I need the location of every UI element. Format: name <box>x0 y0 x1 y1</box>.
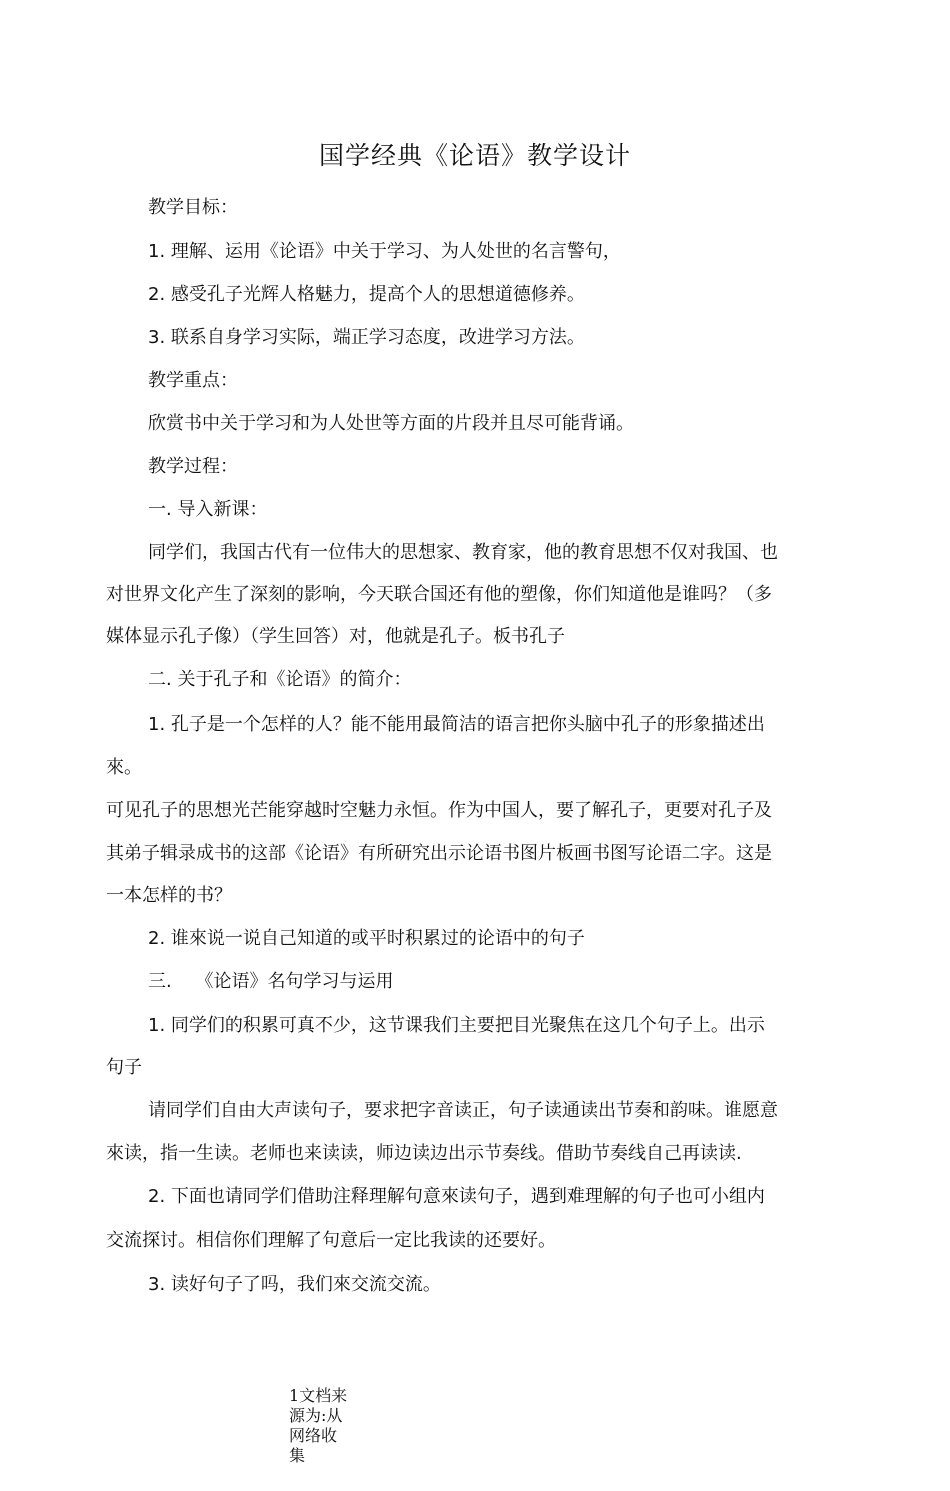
key-points-text: 欣赏书中关于学习和为人处世等方面的片段并且尽可能背诵。 <box>148 413 634 434</box>
objective-3: 3. 联系自身学习实际，端正学习态度，改进学习方法。 <box>148 327 585 348</box>
paragraph-line: 可见孔子的思想光芒能穿越时空魅力永恒。作为中国人，要了解孔子，更要对孔子及 <box>106 800 772 821</box>
section-1-heading: 一. 导入新课： <box>148 499 268 520</box>
paragraph-line: 2. 下面也请同学们借助注释理解句意來读句子，遇到难理解的句子也可小组内 <box>148 1186 765 1207</box>
paragraph-line: 來。 <box>106 757 142 778</box>
paragraph-line: 对世界文化产生了深刻的影响，今天联合国还有他的塑像，你们知道他是谁吗？（多 <box>106 584 772 605</box>
footer-source-note: 1文档来源为:从网络收集 <box>289 1386 348 1465</box>
heading-objectives: 教学目标： <box>148 197 238 218</box>
heading-process: 教学过程： <box>148 456 238 477</box>
paragraph-line: 句子 <box>106 1057 142 1078</box>
paragraph-line: 1. 孔子是一个怎样的人？能不能用最简洁的语言把你头脑中孔子的形象描述出 <box>148 714 765 735</box>
objective-2: 2. 感受孔子光辉人格魅力，提高个人的思想道德修养。 <box>148 284 585 305</box>
paragraph-line: 3. 读好句子了吗，我们來交流交流。 <box>148 1274 441 1295</box>
paragraph-line: 其弟子辑录成书的这部《论语》有所研究出示论语书图片板画书图写论语二字。这是 <box>106 843 772 864</box>
paragraph-line: 同学们，我国古代有一位伟大的思想家、教育家，他的教育思想不仅对我国、也 <box>148 542 778 563</box>
paragraph-line: 媒体显示孔子像）（学生回答）对，他就是孔子。板书孔子 <box>106 626 565 647</box>
paragraph-line: 请同学们自由大声读句子，要求把字音读正，句子读通读出节奏和韵味。谁愿意 <box>148 1100 778 1121</box>
paragraph-line: 2. 谁來说一说自己知道的或平时积累过的论语中的句子 <box>148 928 585 949</box>
objective-1: 1. 理解、运用《论语》中关于学习、为人处世的名言警句， <box>148 241 621 262</box>
paragraph-line: 交流探讨。相信你们理解了句意后一定比我读的还要好。 <box>106 1230 556 1251</box>
document-title: 国学经典《论语》教学设计 <box>318 141 631 170</box>
section-2-heading: 二. 关于孔子和《论语》的简介： <box>148 669 412 690</box>
paragraph-line: 來读，指一生读。老师也来读读，师边读边出示节奏线。借助节奏线自己再读读. <box>106 1143 742 1164</box>
paragraph-line: 1. 同学们的积累可真不少，这节课我们主要把目光聚焦在这几个句子上。出示 <box>148 1015 765 1036</box>
paragraph-line: 一本怎样的书？ <box>106 885 232 906</box>
heading-key-points: 教学重点： <box>148 370 238 391</box>
section-3-heading: 三. 《论语》名句学习与运用 <box>148 971 394 992</box>
